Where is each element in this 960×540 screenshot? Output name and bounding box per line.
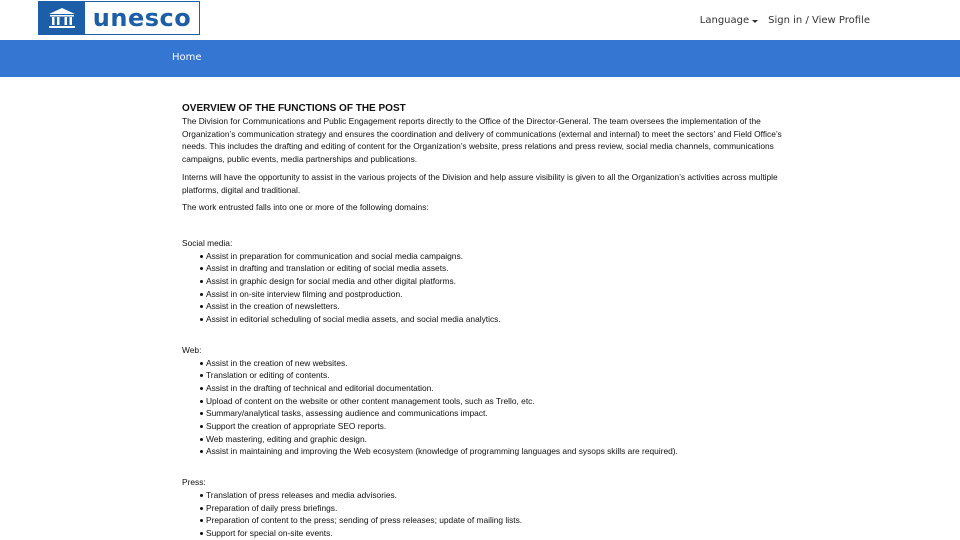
caret-down-icon — [752, 20, 758, 23]
signin-link[interactable]: Sign in / View Profile — [768, 15, 870, 26]
page-heading: OVERVIEW OF THE FUNCTIONS OF THE POST — [182, 103, 406, 114]
logo-wordmark: unesco — [92, 4, 192, 32]
section-title-press: Press: — [182, 477, 206, 488]
unesco-temple-icon — [39, 2, 85, 34]
top-nav — [700, 15, 870, 26]
unesco-logo[interactable] — [38, 1, 200, 35]
section-title-web: Web: — [182, 344, 202, 355]
list-item: Assist in editorial scheduling of social media assets, and social media analytics. — [206, 313, 782, 326]
list-item: Assist in on-site interview filming and postproduction. — [206, 288, 782, 301]
list-item: Preparation of content to the press; sending of press releases; update of mailing lists. — [206, 514, 782, 527]
list-item: Assist in drafting and translation or editing of social media assets. — [206, 262, 782, 275]
language-label: Language — [699, 15, 750, 26]
list-item: Upload of content on the website or other content management tools, such as Trello, etc. — [206, 395, 782, 408]
interns-paragraph: Interns will have the opportunity to assist in the various projects of the Division and help assure visibility is given to all the Organization’s activities across multiple platforms, digital and traditional. — [182, 171, 778, 195]
list-item: Assist in maintaining and improving the Web ecosystem (knowledge of programming languages and sysops skills are required). — [206, 445, 782, 458]
list-item: Translation of press releases and media advisories. — [206, 489, 782, 502]
language-menu[interactable] — [700, 15, 758, 26]
list-item: Web mastering, editing and graphic design. — [206, 433, 782, 446]
list-item: Translation or editing of contents. — [206, 369, 782, 382]
domains-intro: The work entrusted falls into one or more of the following domains: — [182, 202, 429, 213]
list-item: Support the creation of appropriate SEO reports. — [206, 420, 782, 433]
list-item: Assist in the drafting of technical and editorial documentation. — [206, 382, 782, 395]
press-list — [182, 489, 782, 540]
nav-home[interactable]: Home — [172, 52, 202, 63]
list-item: Assist in preparation for communication and social media campaigns. — [206, 250, 782, 263]
intro-paragraph: The Division for Communications and Public Engagement reports directly to the Office of the Director-General. The team oversees the implementation of the Organization’s communication strategy and ensures the coordination and delivery of communications (external and internal) to meet the sectors’ and Field Office’s needs. This includes the drafting and editing of content for the Organization’s website, press relations and press review, social media channels, communications campaigns, public events, media partnerships and publications. — [182, 116, 782, 165]
list-item: Summary/analytical tasks, assessing audience and communications impact. — [206, 407, 782, 420]
social-media-list — [182, 250, 782, 326]
web-list — [182, 357, 782, 459]
list-item: Preparation of daily press briefings. — [206, 502, 782, 515]
list-item: Support for special on-site events. — [206, 527, 782, 540]
list-item: Assist in the creation of newsletters. — [206, 300, 782, 313]
main-nav-bar — [0, 40, 960, 77]
top-header — [0, 0, 960, 40]
section-title-social: Social media: — [182, 237, 233, 248]
list-item: Assist in the creation of new websites. — [206, 357, 782, 370]
main-content — [182, 103, 782, 540]
list-item: Assist in graphic design for social media and other digital platforms. — [206, 275, 782, 288]
